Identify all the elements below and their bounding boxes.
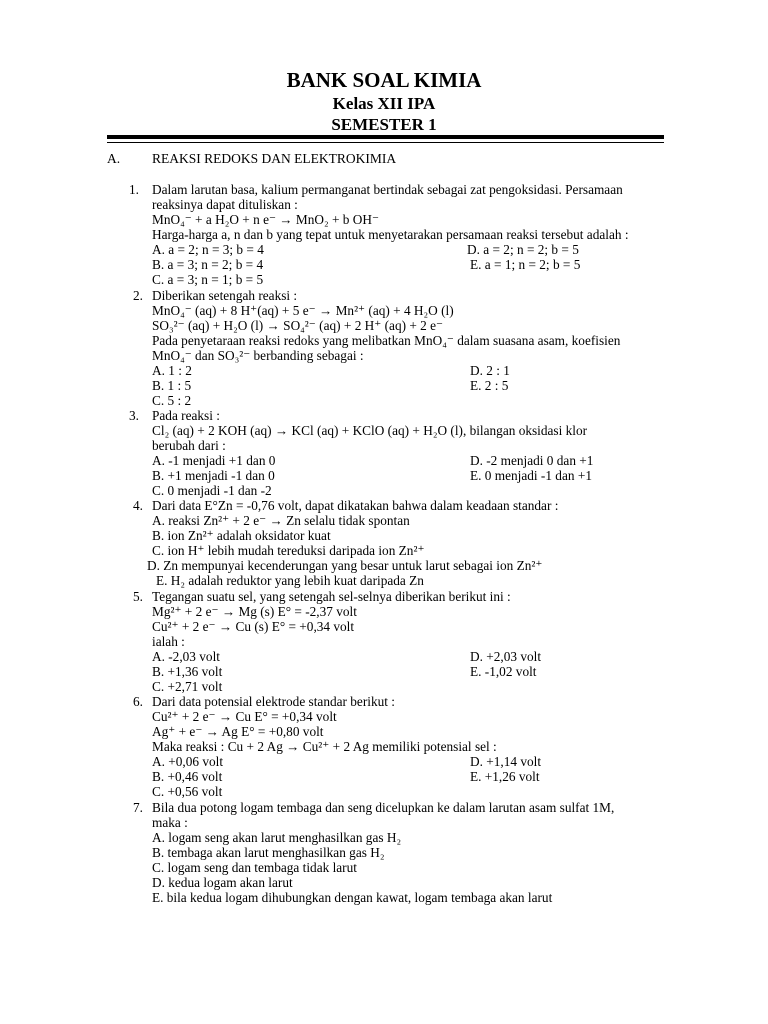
section-title: REAKSI REDOKS DAN ELEKTROKIMIA xyxy=(152,151,397,166)
question-7-option-e[interactable]: E. bila kedua logam dihubungkan dengan kawat, logam tembaga akan larut xyxy=(152,890,553,905)
question-6-option-e[interactable]: E. +1,26 volt xyxy=(470,769,540,784)
question-6-line-4: Maka reaksi : Cu + 2 Ag → Cu²⁺ + 2 Ag memiliki potensial sel : xyxy=(152,739,497,754)
question-2-line-1: Diberikan setengah reaksi : xyxy=(152,288,298,303)
question-1-option-e[interactable]: E. a = 1; n = 2; b = 5 xyxy=(470,257,581,272)
question-7-line-1: Bila dua potong logam tembaga dan seng dicelupkan ke dalam larutan asam sulfat 1M, xyxy=(152,800,615,815)
question-1-equation: MnO₄⁻ + a H₂O + n e⁻ → MnO₂ + b OH⁻ xyxy=(152,212,379,227)
question-4-line-1: Dari data E°Zn = -0,76 volt, dapat dikatakan bahwa dalam keadaan standar : xyxy=(152,498,559,513)
question-7-option-b[interactable]: B. tembaga akan larut menghasilkan gas H₂ xyxy=(152,845,385,860)
question-7-option-a[interactable]: A. logam seng akan larut menghasilkan gas H₂ xyxy=(152,830,402,845)
question-5-number: 5. xyxy=(133,589,143,604)
question-3-equation: Cl₂ (aq) + 2 KOH (aq) → KCl (aq) + KClO (aq) + H₂O (l), bilangan oksidasi klor xyxy=(152,423,588,438)
question-2-option-b[interactable]: B. 1 : 5 xyxy=(152,378,192,393)
header-rule-thick xyxy=(107,135,664,139)
question-7-option-d[interactable]: D. kedua logam akan larut xyxy=(152,875,293,890)
question-6-option-d[interactable]: D. +1,14 volt xyxy=(470,754,542,769)
question-1-option-a[interactable]: A. a = 2; n = 3; b = 4 xyxy=(152,242,264,257)
question-2-option-d[interactable]: D. 2 : 1 xyxy=(470,363,510,378)
question-5-line-1: Tegangan suatu sel, yang setengah sel-selnya diberikan berikut ini : xyxy=(152,589,511,604)
question-7-line-2: maka : xyxy=(152,815,188,830)
question-6-option-c[interactable]: C. +0,56 volt xyxy=(152,784,223,799)
header-rule-thin xyxy=(107,142,664,143)
question-3-option-e[interactable]: E. 0 menjadi -1 dan +1 xyxy=(470,468,592,483)
question-5-option-b[interactable]: B. +1,36 volt xyxy=(152,664,223,679)
question-6-line-1: Dari data potensial elektrode standar berikut : xyxy=(152,694,395,709)
question-3-line-3: berubah dari : xyxy=(152,438,226,453)
question-4-number: 4. xyxy=(133,498,143,513)
document-title: BANK SOAL KIMIA xyxy=(286,68,482,92)
question-4-option-c[interactable]: C. ion H⁺ lebih mudah tereduksi daripada ion Zn²⁺ xyxy=(152,543,425,558)
question-2-equation-1: MnO₄⁻ (aq) + 8 H⁺(aq) + 5 e⁻ → Mn²⁺ (aq) + 4 H₂O (l) xyxy=(152,303,454,318)
question-5-option-c[interactable]: C. +2,71 volt xyxy=(152,679,223,694)
question-1-option-d[interactable]: D. a = 2; n = 2; b = 5 xyxy=(467,242,579,257)
question-2-line-4: Pada penyetaraan reaksi redoks yang melibatkan MnO₄⁻ dalam suasana asam, koefisien xyxy=(152,333,621,348)
question-3-option-d[interactable]: D. -2 menjadi 0 dan +1 xyxy=(470,453,594,468)
question-4-option-b[interactable]: B. ion Zn²⁺ adalah oksidator kuat xyxy=(152,528,331,543)
question-2-option-a[interactable]: A. 1 : 2 xyxy=(152,363,192,378)
question-6-option-a[interactable]: A. +0,06 volt xyxy=(152,754,224,769)
semester-heading: SEMESTER 1 xyxy=(331,115,437,134)
question-4-option-a[interactable]: A. reaksi Zn²⁺ + 2 e⁻ → Zn selalu tidak spontan xyxy=(152,513,410,528)
question-2-number: 2. xyxy=(133,288,143,303)
question-5-line-4: ialah : xyxy=(152,634,185,649)
question-2-option-e[interactable]: E. 2 : 5 xyxy=(470,378,509,393)
question-6-equation-1: Cu²⁺ + 2 e⁻ → Cu E° = +0,34 volt xyxy=(152,709,337,724)
question-2-equation-2: SO₃²⁻ (aq) + H₂O (l) → SO₄²⁻ (aq) + 2 H⁺ (aq) + 2 e⁻ xyxy=(152,318,444,333)
question-1-option-b[interactable]: B. a = 3; n = 2; b = 4 xyxy=(152,257,264,272)
question-3-option-c[interactable]: C. 0 menjadi -1 dan -2 xyxy=(152,483,272,498)
question-3-number: 3. xyxy=(129,408,139,423)
question-4-option-d[interactable]: D. Zn mempunyai kecenderungan yang besar untuk larut sebagai ion Zn²⁺ xyxy=(147,558,543,573)
question-6-equation-2: Ag⁺ + e⁻ → Ag E° = +0,80 volt xyxy=(152,724,324,739)
class-heading: Kelas XII IPA xyxy=(332,94,436,113)
question-3-option-a[interactable]: A. -1 menjadi +1 dan 0 xyxy=(152,453,276,468)
section-letter: A. xyxy=(107,151,121,166)
question-6-option-b[interactable]: B. +0,46 volt xyxy=(152,769,223,784)
question-3-line-1: Pada reaksi : xyxy=(152,408,220,423)
question-2-option-c[interactable]: C. 5 : 2 xyxy=(152,393,192,408)
question-2-line-5: MnO₄⁻ dan SO₃²⁻ berbanding sebagai : xyxy=(152,348,364,363)
question-7-number: 7. xyxy=(133,800,143,815)
question-1-number: 1. xyxy=(129,182,139,197)
question-6-number: 6. xyxy=(133,694,143,709)
question-5-equation-1: Mg²⁺ + 2 e⁻ → Mg (s) E° = -2,37 volt xyxy=(152,604,357,619)
question-3-option-b[interactable]: B. +1 menjadi -1 dan 0 xyxy=(152,468,275,483)
question-1-line-1: Dalam larutan basa, kalium permanganat bertindak sebagai zat pengoksidasi. Persamaan xyxy=(152,182,623,197)
question-7-option-c[interactable]: C. logam seng dan tembaga tidak larut xyxy=(152,860,357,875)
question-4-option-e[interactable]: E. H₂ adalah reduktor yang lebih kuat daripada Zn xyxy=(156,573,424,588)
question-5-option-e[interactable]: E. -1,02 volt xyxy=(470,664,537,679)
question-5-option-a[interactable]: A. -2,03 volt xyxy=(152,649,220,664)
question-1-line-4: Harga-harga a, n dan b yang tepat untuk menyetarakan persamaan reaksi tersebut adalah : xyxy=(152,227,629,242)
question-1-option-c[interactable]: C. a = 3; n = 1; b = 5 xyxy=(152,272,264,287)
question-5-equation-2: Cu²⁺ + 2 e⁻ → Cu (s) E° = +0,34 volt xyxy=(152,619,355,634)
question-1-line-2: reaksinya dapat dituliskan : xyxy=(152,197,298,212)
question-5-option-d[interactable]: D. +2,03 volt xyxy=(470,649,542,664)
